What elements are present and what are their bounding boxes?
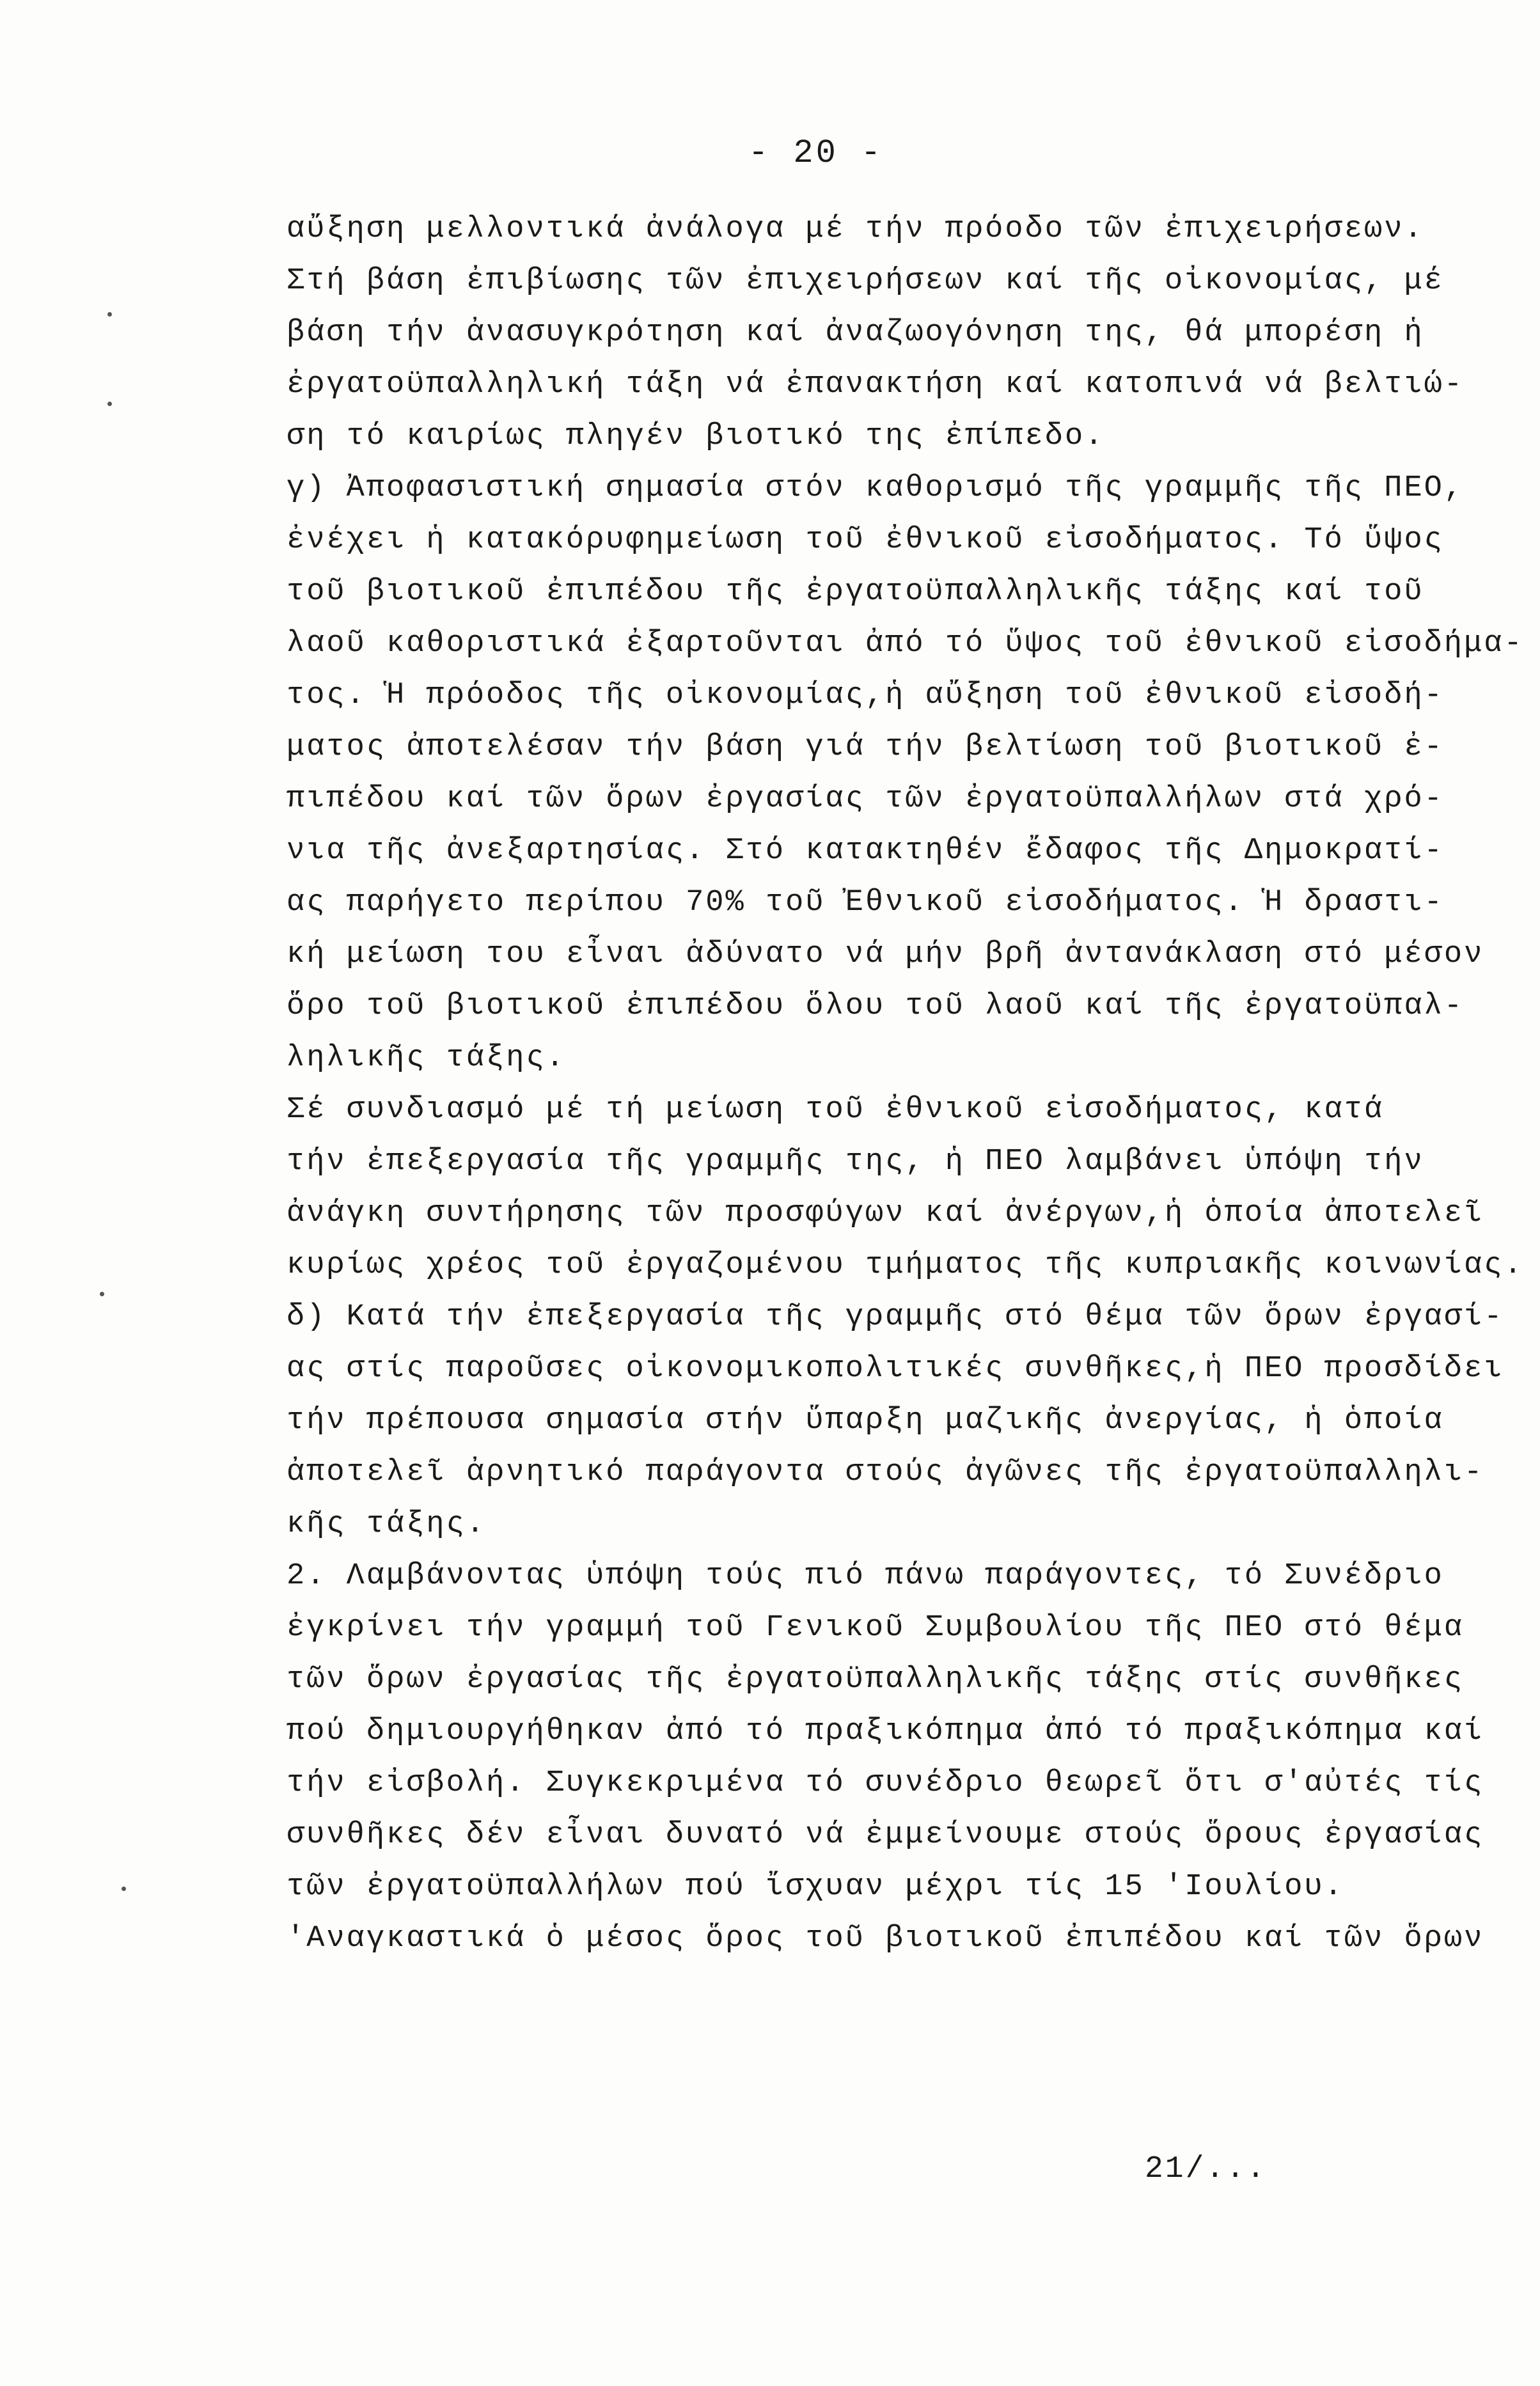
continuation-reference: 21/... <box>1145 2152 1267 2186</box>
text-line: συνθῆκες δέν εἶναι δυνατό νά ἐμμείνουμε στούς ὅρους ἐργασίας <box>287 1818 1484 1852</box>
text-line: πού δημιουργήθηκαν ἀπό τό πραξικόπημα ἀπό τό πραξικόπημα καί <box>287 1715 1484 1748</box>
text-line: ματος ἀποτελέσαν τήν βάση γιά τήν βελτίωση τοῦ βιοτικοῦ ἐ- <box>287 730 1444 764</box>
text-line: κῆς τάξης. <box>287 1507 487 1541</box>
text-line: πιπέδου καί τῶν ὅρων ἐργασίας τῶν ἐργατοϋπαλλήλων στά χρό- <box>287 782 1444 816</box>
text-line: ας στίς παροῦσες οἰκονομικοπολιτικές συνθῆκες,ἡ ΠΕΟ προσδίδει <box>287 1352 1504 1386</box>
text-line: νια τῆς ἀνεξαρτησίας. Στό κατακτηθέν ἔδαφος τῆς Δημοκρατί- <box>287 834 1444 868</box>
text-line: ἀποτελεῖ ἀρνητικό παράγοντα στούς ἀγῶνες τῆς ἐργατοϋπαλληλι- <box>287 1456 1484 1489</box>
body-text <box>287 203 1524 1965</box>
text-line: τῶν ὅρων ἐργασίας τῆς ἐργατοϋπαλληλικῆς τάξης στίς συνθῆκες <box>287 1663 1465 1697</box>
text-line: τήν εἰσβολή. Συγκεκριμένα τό συνέδριο θεωρεῖ ὅτι σ'αὐτές τίς <box>287 1766 1484 1800</box>
text-line: δ) Κατά τήν ἐπεξεργασία τῆς γραμμῆς στό θέμα τῶν ὅρων ἐργασί- <box>287 1300 1504 1334</box>
text-line: γ) Ἀποφασιστική σημασία στόν καθορισμό τῆς γραμμῆς τῆς ΠΕΟ, <box>287 471 1465 505</box>
text-line: ἐνέχει ἡ κατακόρυφημείωση τοῦ ἐθνικοῦ εἰσοδήματος. Τό ὕψος <box>287 523 1444 557</box>
text-line: τήν ἐπεξεργασία τῆς γραμμῆς της, ἡ ΠΕΟ λαμβάνει ὑπόψη τήν <box>287 1145 1424 1179</box>
text-line: 'Αναγκαστικά ὁ μέσος ὅρος τοῦ βιοτικοῦ ἐπιπέδου καί τῶν ὅρων <box>287 1922 1484 1956</box>
text-line: ὅρο τοῦ βιοτικοῦ ἐπιπέδου ὅλου τοῦ λαοῦ καί τῆς ἐργατοϋπαλ- <box>287 989 1465 1023</box>
text-line: ἐργατοϋπαλληλική τάξη νά ἐπανακτήση καί κατοπινά νά βελτιώ- <box>287 368 1465 402</box>
text-line: ση τό καιρίως πληγέν βιοτικό της ἐπίπεδο. <box>287 420 1105 453</box>
text-line: Στή βάση ἐπιβίωσης τῶν ἐπιχειρήσεων καί τῆς οἰκονομίας, μέ <box>287 264 1444 298</box>
text-line: Σέ συνδιασμό μέ τή μείωση τοῦ ἐθνικοῦ εἰσοδήματος, κατά <box>287 1093 1385 1127</box>
text-line: αὔξηση μελλοντικά ἀνάλογα μέ τήν πρόοδο τῶν ἐπιχειρήσεων. <box>287 212 1424 246</box>
punch-mark <box>107 312 112 317</box>
text-line: λαοῦ καθοριστικά ἐξαρτοῦνται ἀπό τό ὕψος τοῦ ἐθνικοῦ εἰσοδήμα- <box>287 627 1524 661</box>
punch-mark <box>122 1887 126 1891</box>
page-number: - 20 - <box>748 134 884 172</box>
punch-mark <box>107 402 112 406</box>
text-line: τῶν ἐργατοϋπαλλήλων πού ἴσχυαν μέχρι τίς 15 'Ιουλίου. <box>287 1870 1344 1904</box>
text-line: τήν πρέπουσα σημασία στήν ὕπαρξη μαζικῆς ἀνεργίας, ἡ ὁποία <box>287 1404 1444 1438</box>
text-line: ἐγκρίνει τήν γραμμή τοῦ Γενικοῦ Συμβουλίου τῆς ΠΕΟ στό θέμα <box>287 1611 1465 1645</box>
text-line: βάση τήν ἀνασυγκρότηση καί ἀναζωογόνηση της, θά μπορέση ἡ <box>287 316 1424 350</box>
text-line: ληλικῆς τάξης. <box>287 1041 566 1075</box>
text-line: 2. Λαμβάνοντας ὑπόψη τούς πιό πάνω παράγοντες, τό Συνέδριο <box>287 1559 1444 1593</box>
text-line: ἀνάγκη συντήρησης τῶν προσφύγων καί ἀνέργων,ἡ ὁποία ἀποτελεῖ <box>287 1197 1484 1230</box>
text-line: κή μείωση του εἶναι ἀδύνατο νά μήν βρῆ ἀντανάκλαση στό μέσον <box>287 938 1484 971</box>
text-line: κυρίως χρέος τοῦ ἐργαζομένου τμήματος τῆς κυπριακῆς κοινωνίας. <box>287 1248 1524 1282</box>
text-line: ας παρήγετο περίπου 70% τοῦ Ἐθνικοῦ εἰσοδήματος. Ἡ δραστι- <box>287 886 1444 920</box>
punch-mark <box>100 1292 104 1296</box>
text-line: τος. Ἡ πρόοδος τῆς οἰκονομίας,ἡ αὔξηση τοῦ ἐθνικοῦ εἰσοδή- <box>287 679 1444 712</box>
text-line: τοῦ βιοτικοῦ ἐπιπέδου τῆς ἐργατοϋπαλληλικῆς τάξης καί τοῦ <box>287 575 1424 609</box>
